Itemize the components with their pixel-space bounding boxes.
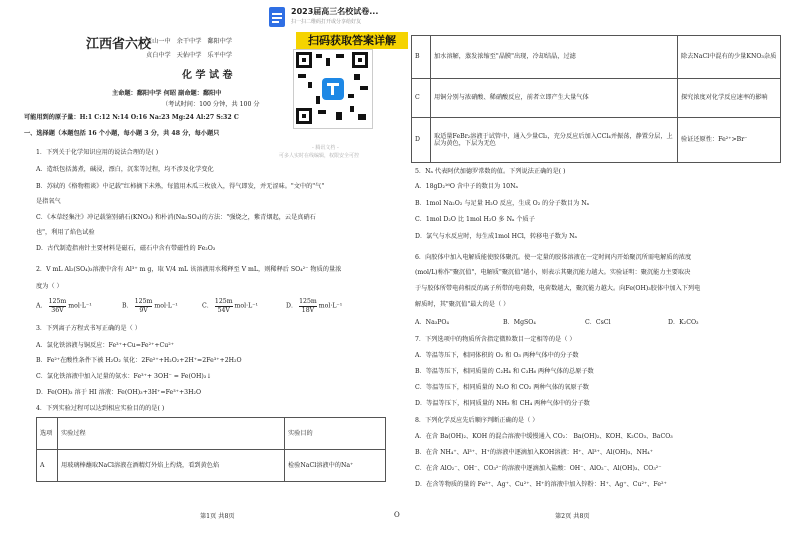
table-row bbox=[412, 118, 781, 163]
fraction-numerator: 125m bbox=[299, 298, 317, 305]
option-line: A．等温等压下，相同体积的 O₂ 和 O₃ 两种气体中的分子数 bbox=[415, 352, 579, 359]
q2-option-a bbox=[36, 298, 92, 314]
table-cell: B bbox=[412, 36, 431, 79]
experiment-table-continued bbox=[411, 35, 781, 163]
question-line: 4．下列实验过程可以达到相应实验目的的是( ) bbox=[36, 405, 165, 412]
school-list-row2 bbox=[146, 52, 232, 60]
option-line: A．氯化铁溶液与铜反应：Fe³⁺+Cu=Fe²⁺+Cu²⁺ bbox=[36, 342, 174, 349]
school-name: 鄱阳中学 bbox=[207, 38, 233, 45]
option-line: C．在含 AlO₂⁻、OH⁻、CO₃²⁻的溶液中逐滴加入盐酸：OH⁻、AlO₂⁻、Al(OH)₃、CO₃²⁻ bbox=[415, 465, 662, 472]
question-line: 5．Nₐ 代表阿伏加德罗常数的值。下列说法正确的是( ) bbox=[415, 168, 566, 175]
section-heading: 一、选择题（本题包括 16 个小题，每小题 3 分，共 48 分，每小题只 bbox=[24, 130, 220, 137]
q2-option-d bbox=[286, 298, 342, 314]
doc-icon bbox=[269, 7, 285, 27]
page-number-right: 第2页 共8页 bbox=[555, 513, 590, 520]
option-unit: mol·L⁻¹ bbox=[154, 302, 178, 310]
tencent-docs-logo-icon bbox=[322, 78, 344, 100]
fraction-numerator: 125m bbox=[134, 298, 153, 305]
option-line: D．Fe(OH)₃ 溶于 HI 溶液：Fe(OH)₃+3H⁺=Fe³⁺+3H₂O bbox=[36, 389, 202, 396]
subject-title: 化 学 试 卷 bbox=[182, 70, 233, 81]
option-line: C．氯化铁溶液中加入足量的氨水：Fe³⁺+ 3OH⁻ = Fe(OH)₃↓ bbox=[36, 373, 212, 380]
option-line: B．在含 NH₄⁺、Al³⁺、H⁺的溶液中逐滴加入KOH溶液：H⁺、Al³⁺、Al(OH)₃、NH₄⁺ bbox=[415, 449, 654, 456]
option-line: B．等温等压下，相同质量的 C₂H₄ 和 C₃H₆ 两种气体的总原子数 bbox=[415, 368, 594, 375]
atomic-masses: 可能用到的原子量：H:1 C:12 N:14 O:16 Na:23 Mg:24 Al:27 S:32 C bbox=[24, 114, 239, 121]
question-line: 解质时，其"聚沉值"最大的是（ ） bbox=[415, 301, 510, 308]
share-doc-subtitle: 扫一扫二维码打开或分享给好友 bbox=[291, 19, 362, 25]
table-cell: 加水溶解，蒸发浓缩至"晶膜"出现，冷却结晶，过滤 bbox=[431, 36, 678, 79]
scan-answer-banner[interactable]: 扫码获取答案详解 bbox=[296, 32, 408, 49]
exam-region-title: 江西省六校 bbox=[86, 37, 152, 52]
option-line: A．18gD₂¹⁶O 含中子的数目为 10Nₐ bbox=[415, 183, 518, 190]
q6-option-a: A．Na₃PO₄ bbox=[415, 319, 449, 326]
option-line: C．《本草经集注》冲记载鉴别硝石(KNO₃) 和朴消(Na₂SO₄)的方法："强烧之，紫青烟起，云是真硝石 bbox=[36, 214, 316, 221]
table-cell: D bbox=[412, 118, 431, 163]
editor-line: 主命题：鄱阳中学 何昭 副命题：鄱阳中 bbox=[112, 90, 222, 97]
option-label: B． bbox=[122, 302, 133, 310]
table-row bbox=[412, 79, 781, 118]
school-name: 余干中学 bbox=[176, 38, 202, 45]
q6-option-d: D．K₂CO₃ bbox=[668, 319, 699, 326]
option-line: D．等温等压下，相同质量的 NH₃ 和 CH₄ 两种气体中的分子数 bbox=[415, 400, 590, 407]
exam-info: （考试时间：100 分钟，共 100 分 bbox=[162, 101, 260, 108]
fraction-denominator: 9V bbox=[139, 306, 148, 314]
option-line: B．苏轼的《格物粗谈》中记载"红柿摘下未熟，每篮用木瓜三枚放入，得气即发，并无涩味。"文中的"气" bbox=[36, 183, 325, 190]
question-line: 7．下列选项中的物质所含指定微粒数目一定相等的是（ ） bbox=[415, 336, 576, 343]
table-row bbox=[37, 450, 386, 482]
table-cell: A bbox=[37, 450, 58, 482]
experiment-table bbox=[36, 417, 386, 482]
fraction-denominator: 36V bbox=[51, 306, 64, 314]
right-page bbox=[405, 0, 785, 543]
table-cell: 除去NaCl中混有的少量KNO₃杂质 bbox=[678, 36, 781, 79]
q6-option-c: C．CsCl bbox=[585, 319, 611, 326]
q2-option-c bbox=[202, 298, 258, 314]
school-list-row1 bbox=[146, 38, 232, 46]
table-cell: 验证还原性：Fe²⁺>Br⁻ bbox=[678, 118, 781, 163]
option-line: C．1mol D₂O 比 1mol H₂O 多 Nₐ 个质子 bbox=[415, 216, 535, 223]
option-line: D．氯气与水反应时，每生成1mol HCl，转移电子数为 Nₐ bbox=[415, 233, 577, 240]
q6-option-b: B．MgSO₄ bbox=[503, 319, 536, 326]
fraction-denominator: 18V bbox=[301, 306, 315, 314]
question-line: 3．下列离子方程式书写正确的是（ ） bbox=[36, 325, 141, 332]
table-header-purpose: 实验目的 bbox=[285, 418, 386, 450]
fraction-numerator: 125m bbox=[48, 298, 67, 305]
option-line: A．造纸包括蒸煮，碱浸，漂白，沉浆等过程，均不涉及化学变化 bbox=[36, 166, 214, 173]
question-line: 2．V mL Al₂(SO₄)₃溶液中含有 Al³⁺ m g，取 V/4 mL 该溶液用水稀释至 V mL，则稀释后 SO₄²⁻ 物质的量浓 bbox=[36, 266, 342, 273]
question-line: 1．下列关于化学知识应用的说法合理的是( ) bbox=[36, 149, 159, 156]
school-name: 玉山一中 bbox=[146, 38, 171, 45]
school-name: 乐平中学 bbox=[207, 52, 233, 59]
table-cell: 探究浓度对化学反应速率的影响 bbox=[678, 79, 781, 118]
option-line: A．在含 Ba(OH)₂、KOH 的混合溶液中缓慢通入 CO₂： Ba(OH)₂、KOH、K₂CO₃、BaCO₃ bbox=[415, 433, 673, 440]
q2-option-b bbox=[122, 298, 178, 314]
table-cell: 用铜分别与浓硝酸、稀硝酸反应，前者立即产生大量气体 bbox=[431, 79, 678, 118]
table-header-option: 选项 bbox=[37, 418, 58, 450]
watermark-line1: - 腾讯文档 - bbox=[312, 145, 339, 151]
option-label: D． bbox=[286, 302, 298, 310]
school-name: 天佑中学 bbox=[176, 52, 202, 59]
fraction-numerator: 125m bbox=[214, 298, 233, 305]
table-cell: 取适量FeBr₂溶液于试管中，通入少量Cl₂，充分反应后加入CCl₄并振荡，静置分层，上层为黄色，下层为无色 bbox=[431, 118, 678, 163]
option-unit: mol·L⁻¹ bbox=[68, 302, 92, 310]
option-label: C． bbox=[202, 302, 213, 310]
question-line: 于与胶体所带电荷相反的离子所带的电荷数，电荷数越大，聚沉能力越大。向Fe(OH)₃胶体中加入下列电 bbox=[415, 285, 701, 292]
option-line: D．在含等物质的量的 Fe²⁺、Ag⁺、Cu²⁺、H⁺的溶液中加入锌粉：H⁺、Ag⁺、Cu²⁺、Fe²⁺ bbox=[415, 481, 667, 488]
option-line: B．Fe²⁺在酸性条件下被 H₂O₂ 氧化：2Fe²⁺+H₂O₂+2H⁺=2Fe³⁺+2H₂O bbox=[36, 357, 242, 364]
option-line: D．古代制造指南针主要材料是磁石，磁石中含有带磁性的 Fe₂O₃ bbox=[36, 245, 216, 252]
question-line: 6．向胶体中加入电解质能使胶体聚沉。使一定量的胶体溶液在一定时间内开始聚沉所需电解质的浓度 bbox=[415, 254, 692, 261]
question-line: (mol/L)称作"聚沉值"，电解质"聚沉值"越小，则表示其聚沉能力越大。实验证明：聚沉能力主要取决 bbox=[415, 269, 691, 276]
option-label: A． bbox=[36, 302, 47, 310]
table-cell: 用玻璃棒蘸取NaCl溶液在酒精灯外焰上灼烧，看到黄色焰 bbox=[58, 450, 285, 482]
question-line: 8．下列化学反应先后顺序判断正确的是（ ） bbox=[415, 417, 539, 424]
fraction-denominator: 54V bbox=[217, 306, 230, 314]
watermark-line2: 可多人实时在线编辑，权限安全可控 bbox=[279, 153, 360, 159]
school-name: 贞白中学 bbox=[146, 52, 171, 59]
center-mark: O bbox=[394, 511, 400, 519]
table-row bbox=[412, 36, 781, 79]
option-line: 也"，利用了焰色试验 bbox=[36, 229, 95, 236]
option-line: B．1mol Na₂O₂ 与足量 H₂O 反应，生成 O₂ 的分子数目为 Nₐ bbox=[415, 200, 590, 207]
table-cell: C bbox=[412, 79, 431, 118]
table-header-process: 实验过程 bbox=[58, 418, 285, 450]
option-line: 是指氧气 bbox=[36, 198, 61, 205]
qr-share-card[interactable] bbox=[267, 5, 415, 159]
table-cell: 检验NaCl溶液中的Na⁺ bbox=[285, 450, 386, 482]
option-line: C．等温等压下，相同质量的 N₂O 和 CO₂ 两种气体的氧原子数 bbox=[415, 384, 589, 391]
option-unit: mol·L⁻¹ bbox=[318, 302, 343, 310]
share-doc-title: 2023届高三名校试卷... bbox=[291, 7, 379, 16]
option-unit: mol·L⁻¹ bbox=[234, 302, 258, 310]
qr-code[interactable] bbox=[293, 49, 373, 129]
question-line: 度为（ ） bbox=[36, 283, 63, 290]
page-number-left: 第1页 共8页 bbox=[200, 513, 235, 520]
